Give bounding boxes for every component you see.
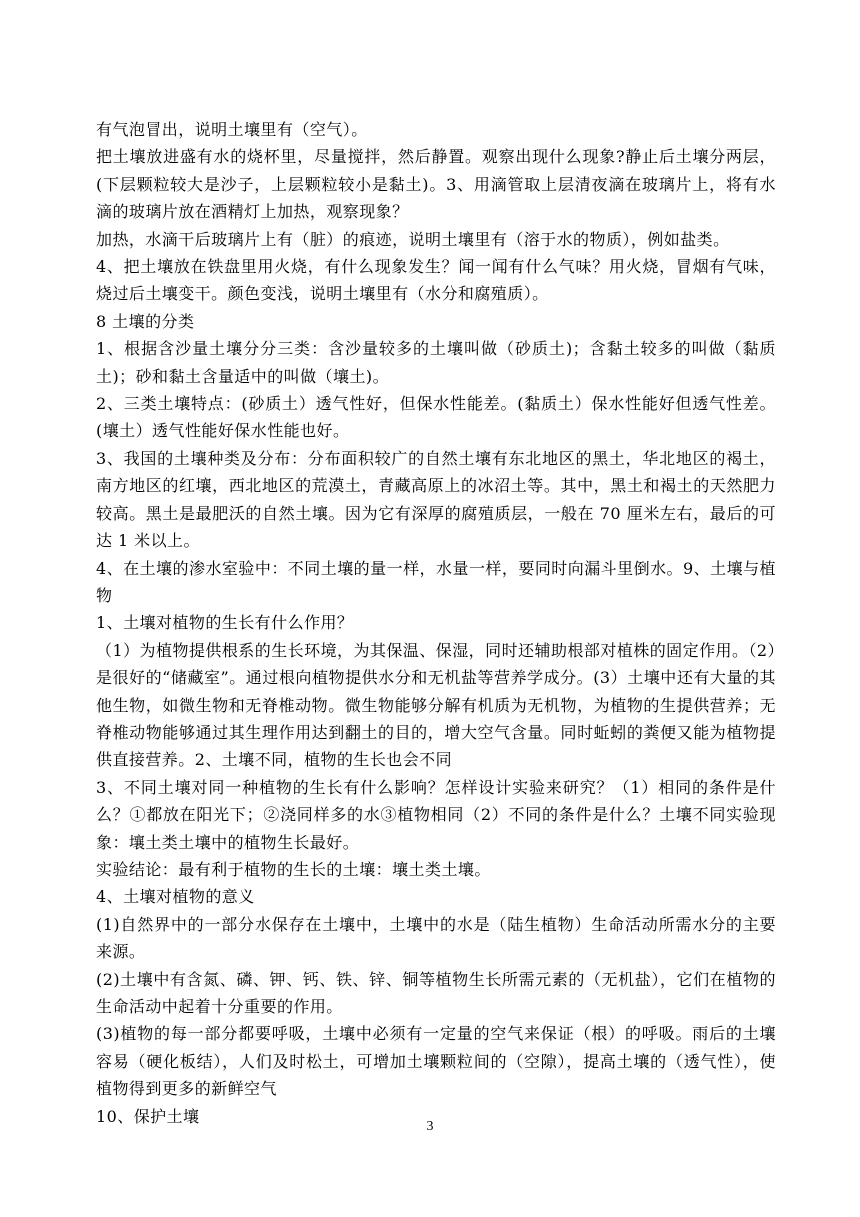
- paragraph: 有气泡冒出，说明土壤里有（空气）。: [96, 120, 368, 139]
- paragraph: (2)土壤中有含氮、磷、钾、钙、铁、锌、铜等植物生长所需元素的（无机盐），它们在植物的生命活动中起着十分重要的作用。: [96, 969, 776, 1016]
- page-number: 3: [426, 1119, 434, 1134]
- section-heading: 10、保护土壤: [96, 1106, 200, 1126]
- paragraph: 3、我国的土壤种类及分布：分布面积较广的自然土壤有东北地区的黑土，华北地区的褐土，南方地区的红壤，西北地区的荒漠土，青藏高原上的冰沼土等。其中，黑土和褐土的天然肥力较高。黑土是最肥沃的自然土壤。因为它有深厚的腐殖质层，一般在 70 厘米左右，最后的可达 1 米以上。: [96, 448, 776, 551]
- section-heading: 8 土壤的分类: [96, 311, 195, 331]
- paragraph: 3、不同土壤对同一种植物的生长有什么影响？怎样设计实验来研究？（1）相同的条件是什么？①都放在阳光下；②浇同样多的水③植物相同（2）不同的条件是什么？土壤不同实验现象：壤土类土壤中的植物生长最好。: [96, 777, 776, 852]
- section-heading: 4、土壤对植物的意义: [96, 887, 255, 907]
- paragraph: 1、土壤对植物的生长有什么作用？: [96, 613, 354, 633]
- paragraph: 加热，水滴干后玻璃片上有（脏）的痕迹，说明土壤里有（溶于水的物质），例如盐类。: [96, 229, 730, 249]
- paragraph: (3)植物的每一部分都要呼吸，土壤中必须有一定量的空气来保证（根）的呼吸。雨后的土壤容易（硬化板结），人们及时松土，可增加土壤颗粒间的（空隙），提高土壤的（透气性），使植物得到更多的新鲜空气: [96, 1024, 776, 1099]
- paragraph: （1）为植物提供根系的生长环境，为其保温、保湿，同时还辅助根部对植株的固定作用。（2）是很好的“储藏室”。通过根向植物提供水分和无机盐等营养学成分。(3）土壤中还有大量的其他生物，如微生物和无脊椎动物。微生物能够分解有机质为无机物，为植物的生提供营养；无脊椎动物能够通过其生理作用达到翻土的目的，增大空气含量。同时蚯蚓的粪便又能为植物提供直接营养。2、土壤不同，植物的生长也会不同: [96, 640, 776, 770]
- paragraph: 实验结论：最有利于植物的生长的土壤：壤土类土壤。: [96, 859, 491, 879]
- paragraph: 把土壤放进盛有水的烧杯里，尽量搅拌，然后静置。观察出现什么现象?静止后土壤分两层，(下层颗粒较大是沙子，上层颗粒较小是黏土)。3、用滴管取上层清夜滴在玻璃片上，将有水滴的玻璃片放在酒精灯上加热，观察现象？: [96, 147, 776, 222]
- paragraph: 2、三类土壤特点：(砂质土）透气性好，但保水性能差。(黏质土）保水性能好但透气性差。(壤土）透气性能好保水性能也好。: [96, 394, 776, 441]
- paragraph: (1)自然界中的一部分水保存在土壤中，土壤中的水是（陆生植物）生命活动所需水分的主要来源。: [96, 914, 776, 962]
- paragraph: 4、把土壤放在铁盘里用火烧，有什么现象发生？闻一闻有什么气味？用火烧，冒烟有气味，烧过后土壤变干。颜色变浅，说明土壤里有（水分和腐殖质）。: [96, 257, 776, 304]
- paragraph: 4、在土壤的渗水室验中：不同土壤的量一样，水量一样，要同时向漏斗里倒水。9、土壤与植物: [96, 558, 776, 605]
- paragraph: 1、根据含沙量土壤分分三类：含沙量较多的土壤叫做（砂质土)；含黏土较多的叫做（黏质土)；砂和黏土含量适中的叫做（壤土)。: [96, 339, 776, 386]
- document-body: [96, 116, 776, 1130]
